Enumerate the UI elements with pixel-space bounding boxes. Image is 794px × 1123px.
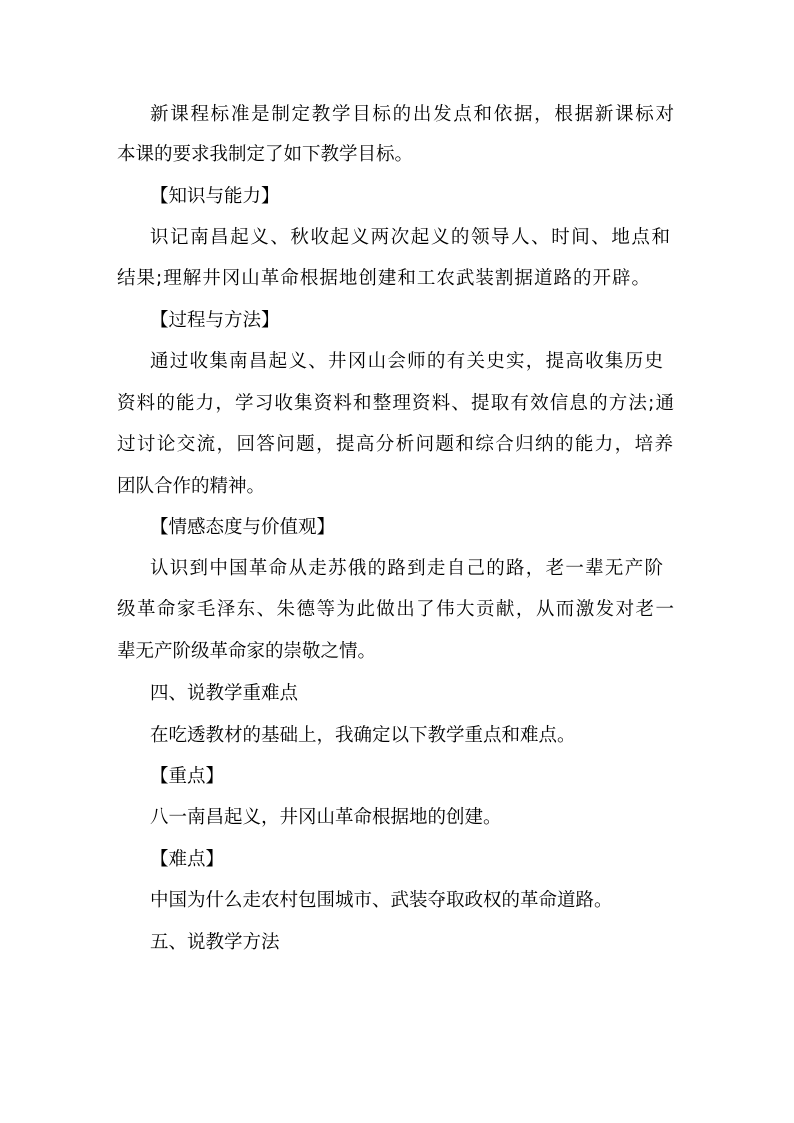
paragraph-line: 过讨论交流，回答问题，提高分析问题和综合归纳的能力，培养 (117, 434, 673, 455)
paragraph-line: 在吃透教材的基础上，我确定以下教学重点和难点。 (150, 725, 576, 746)
paragraph-line: 资料的能力，学习收集资料和整理资料、提取有效信息的方法;通 (117, 393, 674, 414)
section-heading: 【过程与方法】 (150, 310, 280, 331)
paragraph-line: 结果;理解井冈山革命根据地创建和工农武装割据道路的开辟。 (117, 268, 650, 289)
paragraph-line: 认识到中国革命从走苏俄的路到走自己的路，老一辈无产阶 (150, 558, 663, 579)
section-heading: 五、说教学方法 (150, 932, 280, 953)
paragraph-line: 识记南昌起义、秋收起义两次起义的领导人、时间、地点和 (150, 227, 670, 248)
section-heading: 【情感态度与价值观】 (150, 517, 336, 538)
paragraph-line: 新课程标准是制定教学目标的出发点和依据，根据新课标对 (150, 104, 674, 125)
paragraph-line: 八一南昌起义，井冈山革命根据地的创建。 (150, 807, 502, 828)
paragraph-line: 中国为什么走农村包围城市、武装夺取政权的革命道路。 (150, 890, 613, 911)
paragraph-line: 本课的要求我制定了如下教学目标。 (117, 144, 414, 165)
section-heading: 【难点】 (150, 849, 225, 870)
paragraph-line: 级革命家毛泽东、朱德等为此做出了伟大贡献，从而激发对老一 (117, 599, 674, 620)
paragraph-line: 辈无产阶级革命家的崇敬之情。 (117, 641, 377, 662)
section-heading: 四、说教学重难点 (150, 683, 299, 704)
section-heading: 【重点】 (150, 766, 225, 787)
paragraph-line: 通过收集南昌起义、井冈山会师的有关史实，提高收集历史 (150, 351, 663, 372)
section-heading: 【知识与能力】 (150, 186, 280, 207)
paragraph-line: 团队合作的精神。 (117, 476, 266, 497)
